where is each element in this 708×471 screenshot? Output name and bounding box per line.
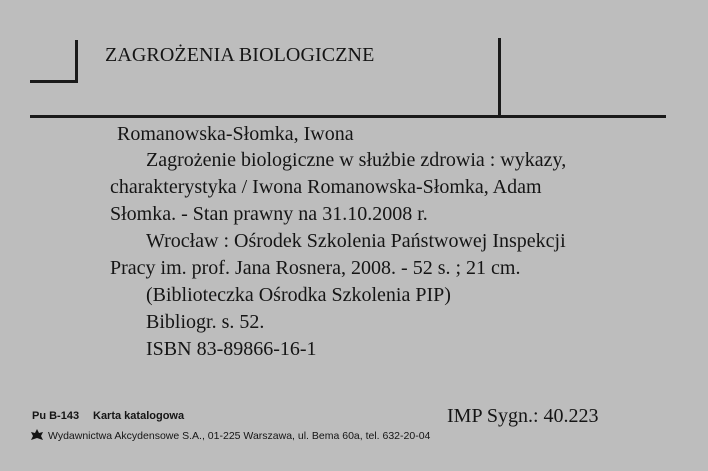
form-code: Pu B-143 [32,410,80,422]
header-divider-vertical [498,38,501,116]
series-line: (Biblioteczka Ośrodka Szkolenia PIP) [146,284,451,306]
publisher-line: Wydawnictwa Akcydensowe S.A., 01-225 Warszawa, ul. Bema 60a, tel. 632-20-04 [48,430,431,442]
publisher-logo-icon [30,428,44,442]
author-line: Romanowska-Słomka, Iwona [117,123,354,145]
form-name: Karta katalogowa [93,410,185,422]
header-divider-horizontal [30,115,666,118]
call-number: IMP Sygn.: 40.223 [447,405,599,427]
title-line-2: charakterystyka / Iwona Romanowska-Słomka, Adam [110,176,542,198]
publication-line-2: Pracy im. prof. Jana Rosnera, 2008. - 52 s. ; 21 cm. [110,257,521,279]
publication-line-1: Wrocław : Ośrodek Szkolenia Państwowej Inspekcji [146,230,566,252]
title-line-1: Zagrożenie biologiczne w służbie zdrowia : wykazy, [146,149,567,171]
subject-heading: ZAGROŻENIA BIOLOGICZNE [105,44,375,66]
corner-mark-horizontal [30,80,78,83]
isbn-line: ISBN 83-89866-16-1 [146,338,317,360]
title-line-3: Słomka. - Stan prawny na 31.10.2008 r. [110,203,428,225]
corner-mark-vertical [75,40,78,83]
bibliography-note: Bibliogr. s. 52. [146,311,265,333]
